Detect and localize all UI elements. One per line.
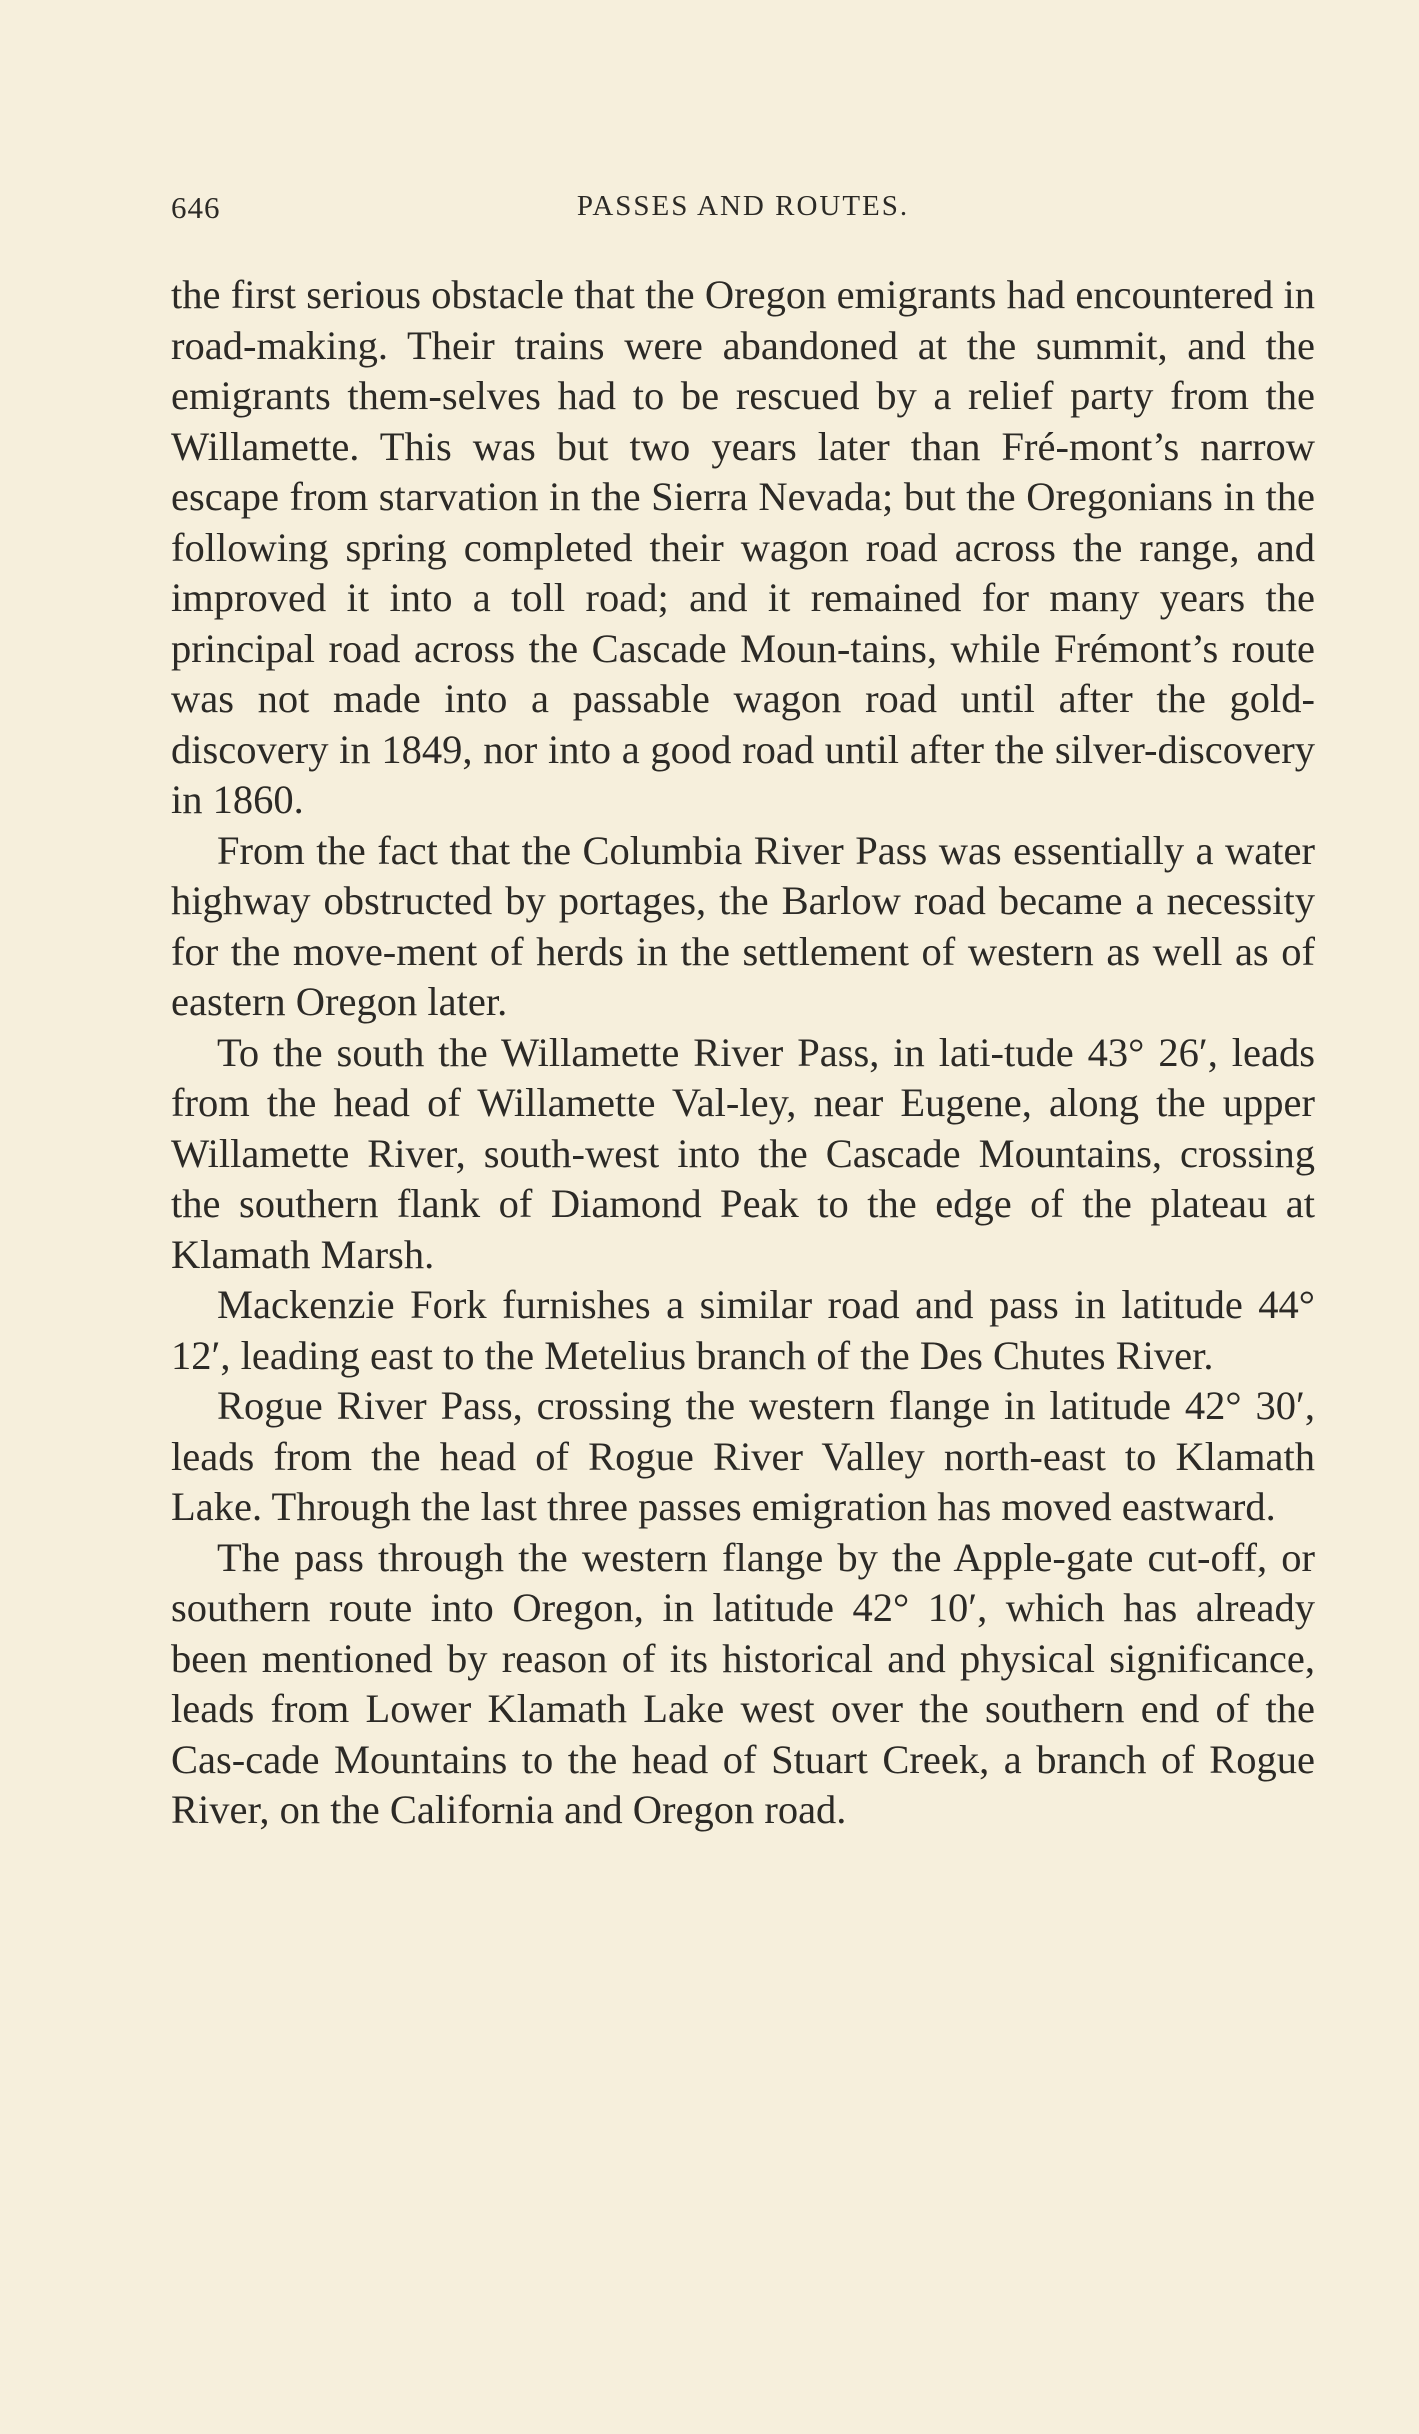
paragraph-columbia-river-pass: From the fact that the Columbia River Pass was essentially a water highway obstructed by portages, the Barlow road became a necessity for the move-ment of herds in the settlement of western as well as of eastern Oregon later. xyxy=(171,827,1315,1024)
paragraph-applegate-cutoff: The pass through the western flange by the Apple-gate cut-off, or southern route into Oregon, in latitude 42° 10′, which has already been mentioned by reason of its historical and physical significance, leads from Lower Klamath Lake west over the southern end of the Cas-cade Mountains to the head of Stuart Creek, a branch of Rogue River, on the California and Oregon road. xyxy=(171,1534,1315,1832)
page-number: 646 xyxy=(171,190,221,225)
paragraph-rogue-river-pass: Rogue River Pass, crossing the western flange in latitude 42° 30′, leads from the head of Rogue River Valley north-east to Klamath Lake. Through the last three passes emigration has moved eastward. xyxy=(171,1383,1315,1529)
paragraph-continuation: the first serious obstacle that the Oregon emigrants had encountered in road-making. Their trains were abandoned at the summit, and the emigrants them-selves had to be rescued by a relief party from the Willamette. This was but two years later than Fré-mont’s narrow escape from starvation in the Sierra Nevada; but the Oregonians in the following spring completed their wagon road across the range, and improved it into a toll road; and it remained for many years the principal road across the Cascade Moun-tains, while Frémont’s route was not made into a passable wagon road until after the gold-discovery in 1849, nor into a good road until after the silver-discovery in 1860. xyxy=(171,272,1315,822)
paragraph-mackenzie-fork: Mackenzie Fork furnishes a similar road and pass in latitude 44° 12′, leading east to the Metelius branch of the Des Chutes River. xyxy=(171,1282,1315,1378)
body-text xyxy=(171,270,1315,1836)
paragraph-willamette-river-pass: To the south the Willamette River Pass, in lati-tude 43° 26′, leads from the head of Willamette Val-ley, near Eugene, along the upper Willamette River, south-west into the Cascade Mountains, crossing the southern flank of Diamond Peak to the edge of the plateau at Klamath Marsh. xyxy=(171,1029,1315,1277)
page-header xyxy=(171,190,1315,240)
running-head: PASSES AND ROUTES. xyxy=(576,190,910,222)
